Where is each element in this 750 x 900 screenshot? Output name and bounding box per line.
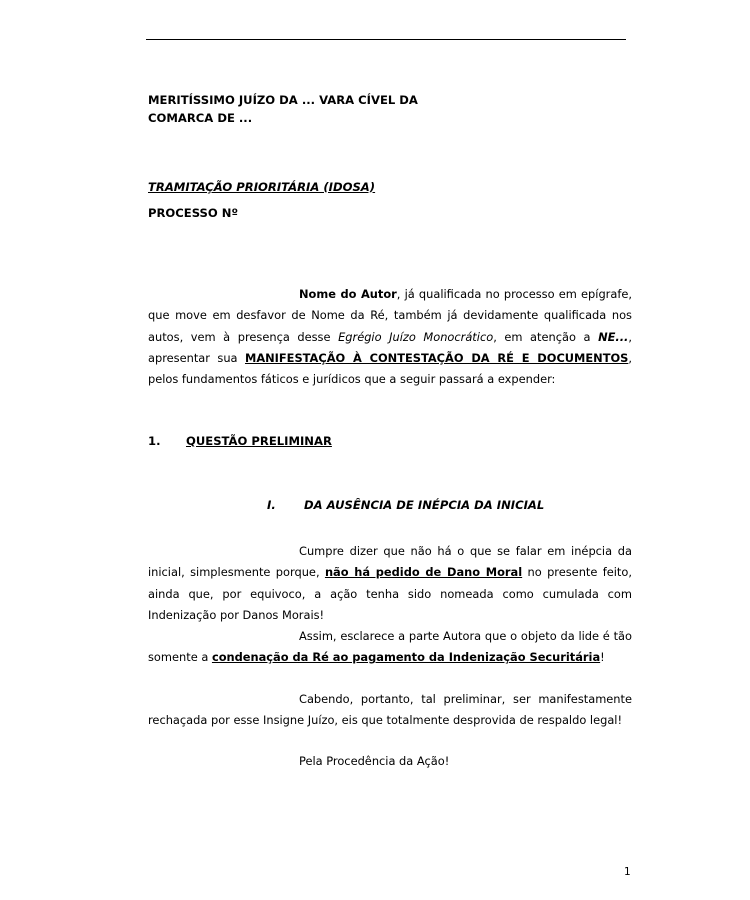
ne-reference: NE...	[598, 329, 629, 344]
subsection-title: DA AUSÊNCIA DE INÉPCIA DA INICIAL	[304, 498, 545, 512]
paragraph-inepcia: Cumpre dizer que não há o que se falar em inépcia da inicial, simplesmente porque, não há pedido de Dano Moral no presente feito, ainda que, por equivoco, a ação tenha sido nomeada como cumulada com Indenização por Danos Morais!	[148, 544, 632, 622]
section-number: 1.	[148, 434, 161, 448]
paragraph-object: Assim, esclarece a parte Autora que o objeto da lide é tão somente a condenação da Ré ao pagamento da Indenização Securitária!	[148, 629, 632, 665]
paragraph-rejection: Cabendo, portanto, tal preliminar, ser manifestamente rechaçada por esse Insigne Juízo, eis que totalmente desprovida de respaldo legal!	[148, 692, 632, 728]
page-number: 1	[624, 866, 631, 878]
court-name: Egrégio Juízo Monocrático	[338, 329, 494, 344]
section-title: QUESTÃO PRELIMINAR	[186, 434, 332, 448]
indemnity-emphasis: condenação da Ré ao pagamento da Indenização Securitária	[211, 650, 601, 665]
court-heading-line-2: COMARCA DE ...	[148, 111, 253, 125]
priority-notice: TRAMITAÇÃO PRIORITÁRIA (IDOSA)	[148, 180, 376, 194]
author-name: Nome do Autor	[299, 287, 397, 301]
section-heading	[148, 434, 332, 448]
intro-paragraph: Nome do Autor, já qualificada no processo em epígrafe, que move em desfavor de Nome da Ré, também já devidamente qualificada nos autos, vem à presença desse Egrégio Juízo Monocrático, em atenção a NE..., apresentar sua MANIFESTAÇÃO À CONTESTAÇÃO DA RÉ E DOCUMENTOS, pelos fundamentos fáticos e jurídicos que a seguir passará a expender:	[148, 287, 632, 387]
manifest-title: MANIFESTAÇÃO À CONTESTAÇÃO DA RÉ E DOCUMENTOS	[244, 350, 629, 365]
court-heading-line-1: MERITÍSSIMO JUÍZO DA ... VARA CÍVEL DA	[148, 93, 418, 107]
no-moral-damages-emphasis: não há pedido de Dano Moral	[324, 565, 523, 580]
header-rule	[146, 39, 626, 40]
process-number-label: PROCESSO Nº	[148, 206, 239, 220]
paragraph-closing: Pela Procedência da Ação!	[299, 754, 450, 768]
subsection-heading	[267, 498, 545, 512]
subsection-number: I.	[267, 498, 276, 512]
